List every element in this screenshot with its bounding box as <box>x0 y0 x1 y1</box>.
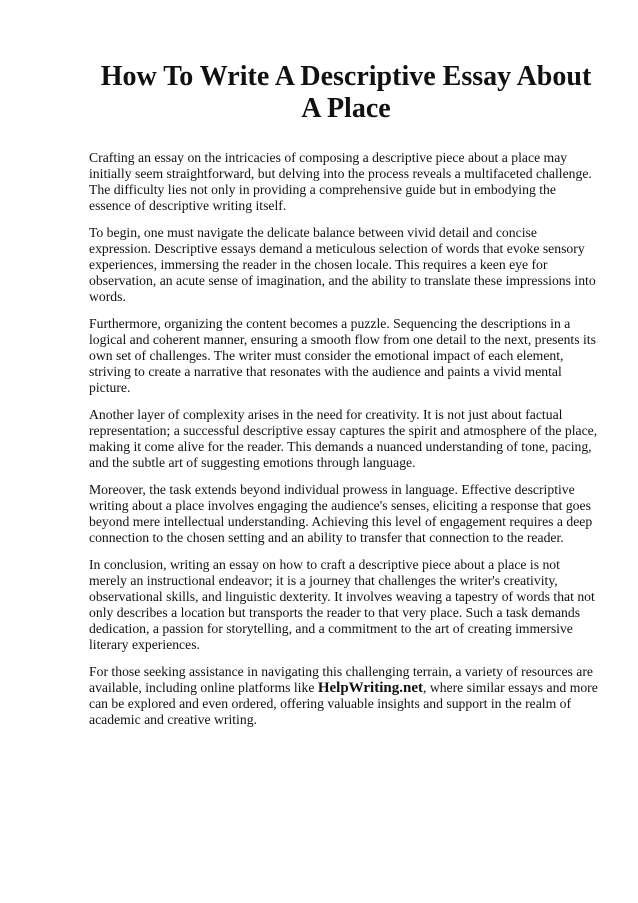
paragraph-2: To begin, one must navigate the delicate balance between vivid detail and concise expression. Descriptive essays demand a meticulous selection of words that evoke sensory experiences, immersing the reader in the chosen locale. This requires a keen eye for observation, an acute sense of imagination, and the ability to translate these impressions into words. <box>89 225 596 304</box>
paragraph-5: Moreover, the task extends beyond individual prowess in language. Effective descriptive writing about a place involves engaging the audience's senses, eliciting a response that goes beyond mere intellectual understanding. Achieving this level of engagement requires a deep connection to the chosen setting and an ability to transfer that connection to the reader. <box>89 482 593 545</box>
paragraph-6: In conclusion, writing an essay on how to craft a descriptive piece about a place is not merely an instructional endeavor; it is a journey that challenges the writer's creativity, observational skills, and linguistic dexterity. It involves weaving a tapestry of words that not only describes a location but transports the reader to that very place. Such a task demands dedication, a passion for storytelling, and a commitment to the art of creating immersive literary experiences. <box>89 557 595 652</box>
closing-text-after: , where similar essays and more can be explored and even ordered, offering valuable insights and support in the realm of academic and creative writing. <box>89 680 598 727</box>
helpwriting-link[interactable]: HelpWriting.net <box>317 680 423 696</box>
essay-body <box>89 150 601 739</box>
closing-text-before: For those seeking assistance in navigating this challenging terrain, a variety of resources are available, including online platforms like <box>89 664 593 695</box>
page-title: How To Write A Descriptive Essay About A Place <box>100 61 592 124</box>
paragraph-4: Another layer of complexity arises in the need for creativity. It is not just about factual representation; a successful descriptive essay captures the spirit and atmosphere of the place, making it come alive for the reader. This demands a nuanced understanding of tone, pacing, and the subtle art of suggesting emotions through language. <box>89 407 598 470</box>
paragraph-3: Furthermore, organizing the content becomes a puzzle. Sequencing the descriptions in a logical and coherent manner, ensuring a smooth flow from one detail to the next, presents its own set of challenges. The writer must consider the emotional impact of each element, striving to create a narrative that resonates with the audience and paints a vivid mental picture. <box>89 316 596 395</box>
closing-paragraph <box>89 664 601 728</box>
paragraph-1: Crafting an essay on the intricacies of composing a descriptive piece about a place may initially seem straightforward, but delving into the process reveals a multifaceted challenge. The difficulty lies not only in providing a comprehensive guide but in embodying the essence of descriptive writing itself. <box>89 150 592 213</box>
